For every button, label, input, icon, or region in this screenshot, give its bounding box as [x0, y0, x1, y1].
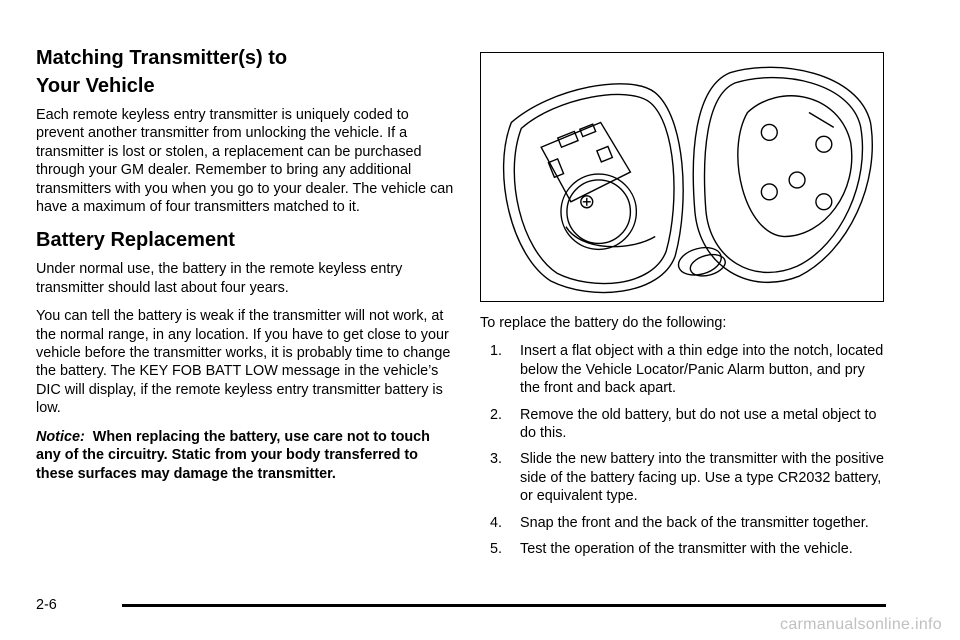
transmitter-illustration: [480, 52, 884, 302]
step-text: Snap the front and the back of the transmitter together.: [520, 514, 869, 531]
notice-text: When replacing the battery, use care not to touch any of the circuitry. Static from your body transferred to these surfaces may damage the transmitter.: [36, 428, 430, 482]
matching-paragraph: Each remote keyless entry transmitter is uniquely coded to prevent another transmitter from unlocking the vehicle. If a transmitter is lost or stolen, a replacement can be purchased through your GM dealer. Remember to bring any additional transmitters with you when you go to your dealer. The vehicle can have a maximum of four transmitters matched to it.: [36, 107, 454, 216]
list-item: [490, 514, 886, 532]
step-number: 2.: [490, 406, 503, 423]
step-number: 3.: [490, 451, 503, 468]
step-text: Insert a flat object with a thin edge into the notch, located below the Vehicle Locator/Panic Alarm button, and pry the front and back apart.: [520, 343, 884, 397]
battery-weak-paragraph: You can tell the battery is weak if the transmitter will not work, at the normal range, in any location. If you have to get close to your vehicle before the transmitter works, it is probably time to change the battery. The KEY FOB BATT LOW message in the vehicle’s DIC will display, if the remote keyless entry transmitter battery is low.: [36, 308, 451, 417]
steps-intro: To replace the battery do the following:: [480, 315, 727, 331]
step-text: Remove the old battery, but do not use a metal object to do this.: [520, 406, 877, 442]
transmitter-drawing: [481, 53, 883, 301]
notice-label: Notice:: [36, 428, 85, 445]
watermark: carmanualsonline.info: [780, 616, 942, 633]
list-item: [490, 406, 886, 443]
section-title-line-2: Your Vehicle: [36, 75, 155, 97]
page-number: 2-6: [36, 597, 57, 613]
battery-life-paragraph: Under normal use, the battery in the remote keyless entry transmitter should last about four years.: [36, 261, 403, 296]
step-number: 4.: [490, 514, 503, 531]
step-text: Test the operation of the transmitter with the vehicle.: [520, 541, 853, 558]
left-column: [36, 44, 456, 493]
list-item: [490, 342, 886, 397]
step-number: 5.: [490, 541, 503, 558]
step-number: 1.: [490, 343, 503, 360]
notice-paragraph: [36, 428, 456, 483]
list-item: [490, 540, 886, 558]
section-title: [36, 44, 456, 100]
footer-divider: [122, 604, 886, 607]
steps-list: [480, 342, 886, 558]
section-title-line-1: Matching Transmitter(s) to: [36, 47, 288, 69]
battery-heading: Battery Replacement: [36, 229, 235, 252]
list-item: [490, 450, 886, 505]
right-column: [480, 52, 886, 566]
step-text: Slide the new battery into the transmitter with the positive side of the battery facing up. Use a type CR2032 battery, or equivalent type.: [520, 451, 884, 505]
